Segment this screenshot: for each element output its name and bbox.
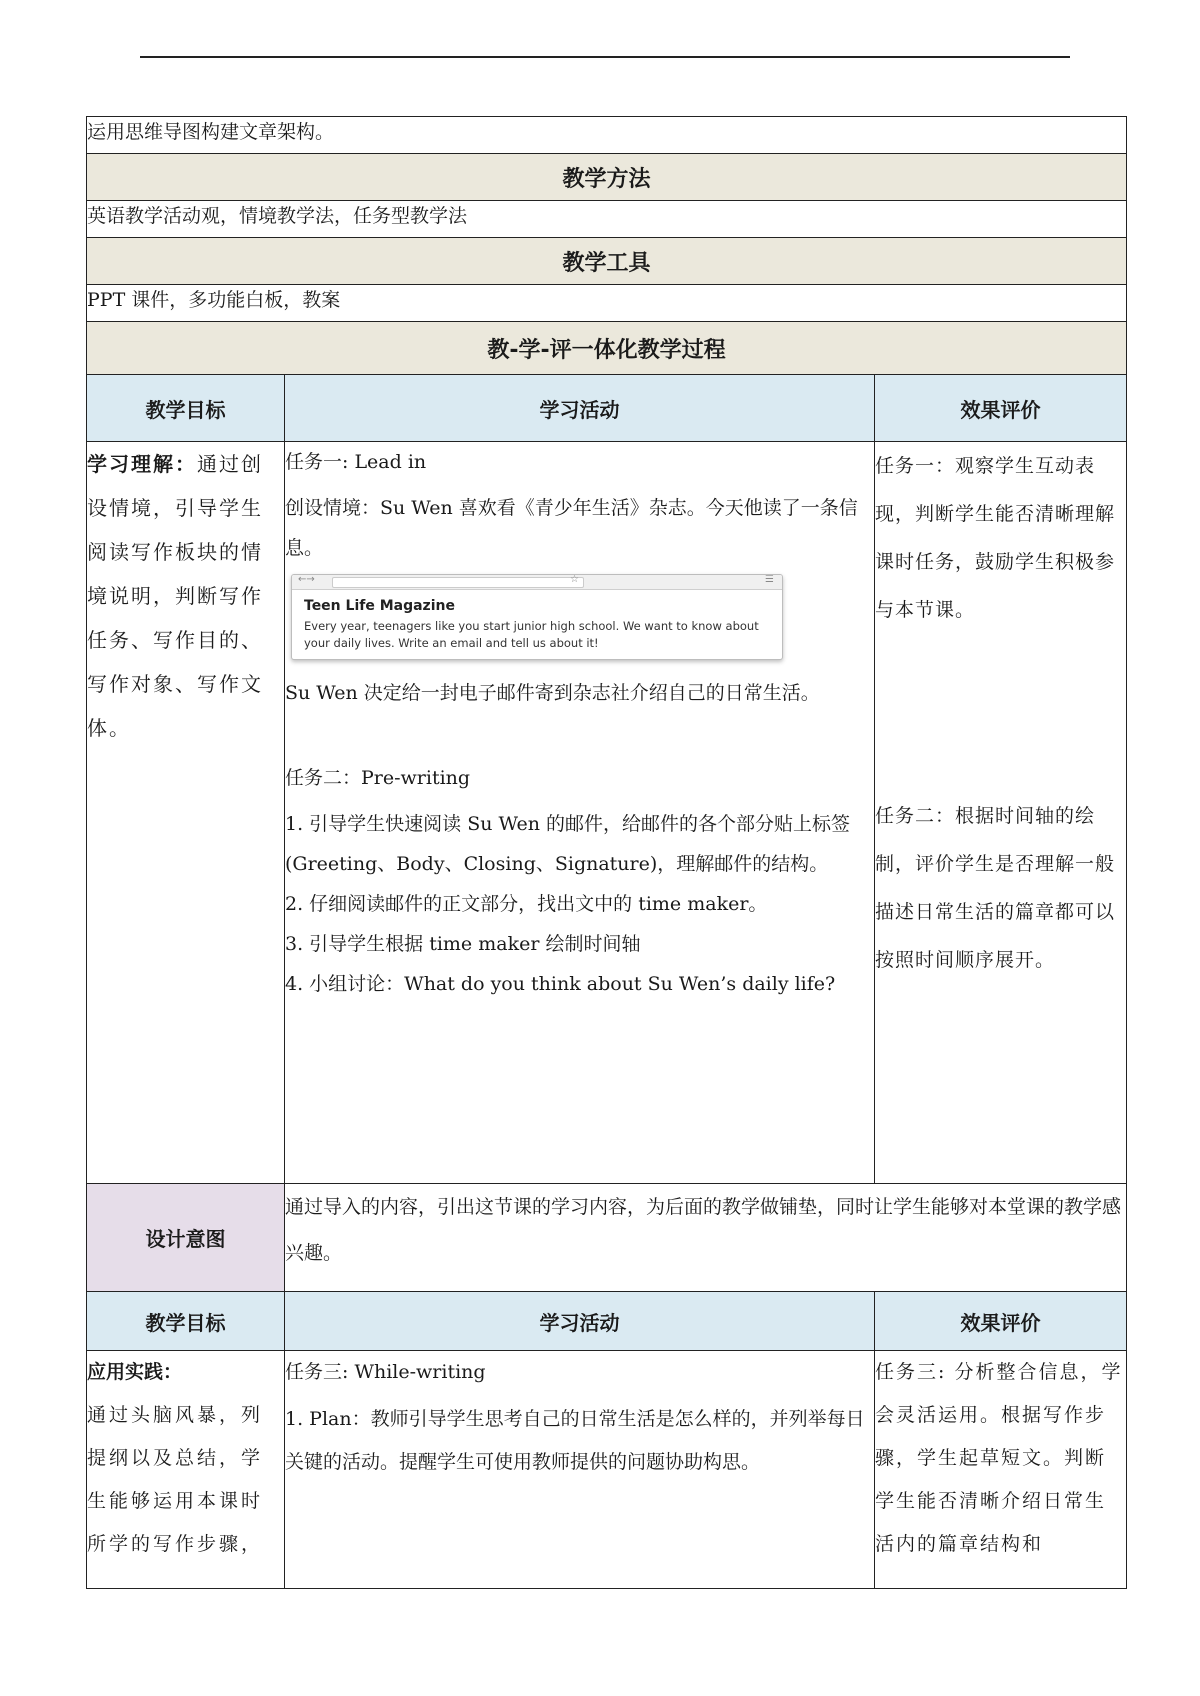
evaluation-column-header: 效果评价 <box>875 375 1127 442</box>
tools-content: PPT 课件，多功能白板，教案 <box>87 285 1127 322</box>
tools-heading: 教学工具 <box>87 238 1127 285</box>
evaluation-column-header-2: 效果评价 <box>875 1292 1127 1351</box>
section1-goal-label: 学习理解： <box>87 452 197 476</box>
task3-title: 任务三: While-writing <box>285 1361 486 1383</box>
section2-evaluation: 任务三: 分析整合信息，学会灵活运用。根据写作步骤，学生起草短文。判断学生能否清晰介绍日常生活内的篇章结构和 <box>875 1351 1127 1589</box>
design-intent-text: 通过导入的内容，引出这节课的学习内容，为后面的教学做铺垫，同时让学生能够对本堂课的教学感兴趣。 <box>285 1184 1127 1292</box>
task2-item-1: 1. 引导学生快速阅读 Su Wen 的邮件，给邮件的各个部分贴上标签(Greeting、Body、Closing、Signature)，理解邮件的结构。 <box>285 813 851 875</box>
menu-icon: ☰ <box>765 574 774 585</box>
task2-item-3: 3. 引导学生根据 time maker 绘制时间轴 <box>285 933 641 955</box>
section1-row <box>87 442 1127 1184</box>
magazine-screenshot <box>291 574 783 660</box>
goal-column-header: 教学目标 <box>87 375 285 442</box>
task1-context: 创设情境：Su Wen 喜欢看《青少年生活》杂志。今天他读了一条信息。 <box>285 497 858 559</box>
task1-title: 任务一: Lead in <box>285 451 427 473</box>
section2-goal <box>87 1351 285 1589</box>
back-forward-icon: ←→ <box>298 574 315 585</box>
section1-activities <box>285 442 875 1184</box>
intro-text: 运用思维导图构建文章架构。 <box>87 117 1127 154</box>
browser-bar <box>292 575 782 590</box>
address-bar <box>332 577 584 588</box>
goal-column-header-2: 教学目标 <box>87 1292 285 1351</box>
magazine-text: Every year, teenagers like you start junior high school. We want to know about your daily lives. Write an email and tell us about it! <box>304 619 759 650</box>
intro-row <box>87 117 1127 154</box>
design-intent-row <box>87 1184 1127 1292</box>
process-heading: 教-学-评一体化教学过程 <box>87 322 1127 375</box>
task3-item-1: 1. Plan：教师引导学生思考自己的日常生活是怎么样的，并列举每日关键的活动。提醒学生可使用教师提供的问题协助构思。 <box>285 1408 865 1473</box>
task2-item-4: 4. 小组讨论：What do you think about Su Wen’s daily life? <box>285 973 836 995</box>
magazine-title: Teen Life Magazine <box>304 598 455 614</box>
section2-activities <box>285 1351 875 1589</box>
section1-evaluation <box>875 442 1127 1184</box>
methods-content: 英语教学活动观，情境教学法，任务型教学法 <box>87 201 1127 238</box>
eval-task2: 任务二：根据时间轴的绘制，评价学生是否理解一般描述日常生活的篇章都可以按照时间顺序展开。 <box>875 805 1116 971</box>
methods-heading: 教学方法 <box>87 154 1127 201</box>
column-header-row <box>87 375 1127 442</box>
task2-item-2: 2. 仔细阅读邮件的正文部分，找出文中的 time maker。 <box>285 893 768 915</box>
design-intent-label: 设计意图 <box>87 1184 285 1292</box>
section2-goal-label: 应用实践： <box>87 1361 183 1383</box>
section1-goal-text: 通过创设情境，引导学生阅读写作板块的情境说明，判断写作任务、写作目的、写作对象、写作文体。 <box>87 452 263 740</box>
column-header-row-2 <box>87 1292 1127 1351</box>
activity-column-header: 学习活动 <box>285 375 875 442</box>
section2-goal-text: 通过头脑风暴，列提纲以及总结，学生能够运用本课时所学的写作步骤， <box>87 1404 264 1555</box>
section1-goal <box>87 442 285 1184</box>
eval-task1: 任务一：观察学生互动表现，判断学生能否清晰理解课时任务，鼓励学生积极参与本节课。 <box>875 455 1116 621</box>
task2-title: 任务二：Pre-writing <box>285 767 471 789</box>
star-icon: ☆ <box>570 574 579 585</box>
lesson-plan-table <box>86 116 1127 1589</box>
task1-after: Su Wen 决定给一封电子邮件寄到杂志社介绍自己的日常生活。 <box>285 682 820 704</box>
section2-row <box>87 1351 1127 1589</box>
activity-column-header-2: 学习活动 <box>285 1292 875 1351</box>
header-rule <box>140 56 1070 58</box>
